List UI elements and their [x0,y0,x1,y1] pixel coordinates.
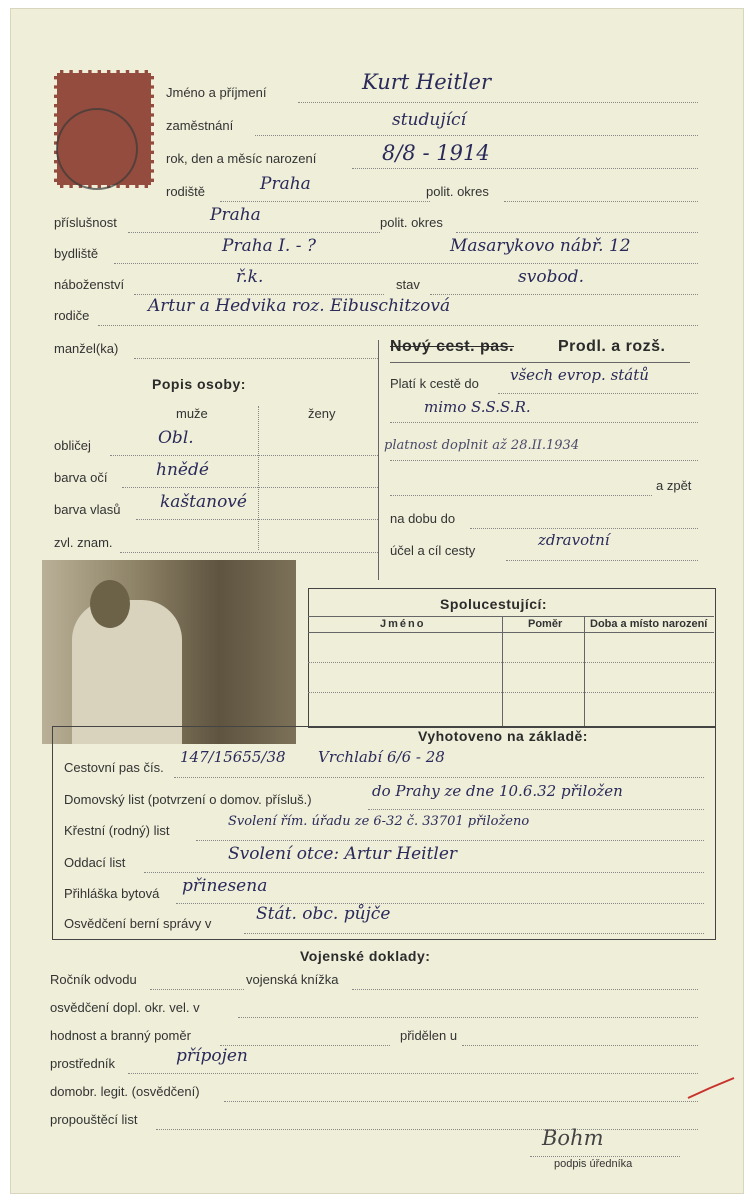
osvedceni-line [244,933,704,934]
zvl-label: zvl. znam. [54,535,113,550]
popis-divider [258,406,259,550]
prihlaska-value: přinesena [182,876,268,896]
knizka-line [352,989,698,990]
red-check-mark [686,1074,736,1104]
popis-title: Popis osoby: [152,376,246,392]
nabozenstvi-line [134,294,384,295]
spolu-row-2 [308,692,714,693]
stav-value: svobod. [518,267,584,287]
ucel-value: zdravotní [538,531,610,549]
signature-value: Bohm [542,1126,604,1150]
muze-label: muže [176,406,208,421]
prislusnost-label: příslušnost [54,215,117,230]
rocnik-line [150,989,244,990]
pas-cislo-label: Cestovní pas čís. [64,760,164,775]
prostrednik-value: přípojen [176,1046,248,1066]
vlasy-value: kaštanové [160,492,247,512]
legit-label: domobr. legit. (osvědčení) [50,1084,200,1099]
manzel-line [134,358,378,359]
polit-okres-label-1: polit. okres [426,184,489,199]
oblicej-label: obličej [54,438,91,453]
narozeni-value: 8/8 - 1914 [382,141,490,165]
vlasy-line [136,519,378,520]
a-zpet-label: a zpět [656,478,692,493]
domov-label: Domovský list (potvrzení o domov. přísluš.) [64,792,312,807]
spolu-head-bottom [308,632,714,633]
spolucestujici-title: Spolucestující: [440,596,548,612]
platnost-line [390,460,698,461]
osvedceni-label: Osvědčení berní správy v [64,916,212,931]
oci-line [122,487,378,488]
form-sheet [10,8,744,1194]
stav-line [430,294,698,295]
passport-photo [42,560,296,744]
vyhotoveno-title: Vyhotoveno na základě: [418,728,588,744]
dobu-label: na dobu do [390,511,456,526]
prislusnost-value: Praha [210,205,261,225]
spolu-col-div-1 [502,616,503,726]
signature-line [530,1156,680,1157]
spolu-head-top [308,616,714,617]
rodiste-line [220,201,430,202]
narozeni-label: rok, den a měsíc narození [166,151,317,166]
plati-line [498,393,698,394]
oddaci-value: Svolení otce: Artur Heitler [228,844,458,864]
propousteci-line [156,1129,698,1130]
pas-cislo-value: 147/15655/38 [180,748,286,766]
platnost-note: platnost doplnit až 28.II.1934 [384,438,580,453]
pas-underline [390,362,690,363]
rodice-value: Artur a Hedvika roz. Eibuschitzová [148,296,451,316]
oblicej-value: Obl. [158,428,194,448]
zeny-label: ženy [308,406,336,421]
jmeno-label: Jméno a příjmení [166,85,267,100]
ucel-label: účel a cíl cesty [390,543,476,558]
novy-pas-label: Nový cest. pas. [390,338,514,355]
jmeno-line [298,102,698,103]
rocnik-label: Ročník odvodu [50,972,137,987]
domov-value: do Prahy ze dne 10.6.32 přiložen [372,782,623,800]
vojenske-title: Vojenské doklady: [300,948,431,964]
knizka-label: vojenská knížka [246,972,339,987]
nabozenstvi-label: náboženství [54,277,125,292]
plati-value-2: mimo S.S.S.R. [424,398,531,416]
narozeni-line [352,168,698,169]
oci-value: hnědé [156,460,209,480]
prodl-label: Prodl. a rozš. [558,338,666,355]
vlasy-label: barva vlasů [54,502,121,517]
krest-label: Křestní (rodný) list [64,823,170,838]
krest-value: Svolení řím. úřadu ze 6-32 č. 33701 přiloženo [228,814,530,829]
zamestnani-label: zaměstnání [166,118,234,133]
dopl-label: osvědčení dopl. okr. vel. v [50,1000,200,1015]
osvedceni-value: Stát. obc. půjče [256,904,391,924]
spolu-row-1 [308,662,714,663]
ucel-line [506,560,698,561]
prostrednik-label: prostředník [50,1056,116,1071]
oci-label: barva očí [54,470,108,485]
dopl-line [238,1017,698,1018]
oddaci-line [144,872,704,873]
oblicej-line [110,455,378,456]
podpis-label: podpis úředníka [554,1158,633,1170]
manzel-label: manžel(ka) [54,341,119,356]
rodiste-value: Praha [260,174,311,194]
jmeno-value: Kurt Heitler [362,70,491,94]
polit-okres-line-1 [504,201,698,202]
postmark-circle [56,108,138,190]
pridelen-label: přidělen u [400,1028,458,1043]
oddaci-label: Oddací list [64,855,126,870]
rodice-line [98,325,698,326]
zamestnani-line [255,135,698,136]
prislusnost-line [128,232,380,233]
polit-okres-line-2 [456,232,698,233]
krest-line [196,840,704,841]
pas-cislo-value-2: Vrchlabí 6/6 - 28 [318,748,445,766]
rodiste-label: rodiště [166,184,206,199]
nabozenstvi-value: ř.k. [236,267,264,287]
hodnost-label: hodnost a branný poměr [50,1028,191,1043]
bydliste-value: Praha I. - ? [222,236,316,256]
spolu-col-jmeno: Jméno [380,618,426,630]
spolu-col-div-2 [584,616,585,726]
rodice-label: rodiče [54,308,90,323]
polit-okres-label-2: polit. okres [380,215,443,230]
spolu-col-doba: Doba a místo narození [590,618,708,630]
zamestnani-value: studující [392,110,467,130]
prostrednik-line [128,1073,698,1074]
zvl-line [120,552,378,553]
plati-label: Platí k cestě do [390,376,479,391]
bydliste-line [114,263,698,264]
pas-cislo-line [174,777,704,778]
domov-line [368,809,704,810]
dobu-line [470,528,698,529]
propousteci-label: propouštěcí list [50,1112,138,1127]
stav-label: stav [396,277,420,292]
bydliste-label: bydliště [54,246,99,261]
legit-line [224,1101,698,1102]
spolu-col-pomer: Poměr [528,618,563,630]
bydliste-street-value: Masarykovo nábř. 12 [450,236,631,256]
zpet-line [390,495,652,496]
pridelen-line [462,1045,698,1046]
prihlaska-label: Přihláška bytová [64,886,160,901]
plati-line-2 [390,422,698,423]
pas-divider [378,340,379,580]
plati-value: všech evrop. států [510,366,649,384]
